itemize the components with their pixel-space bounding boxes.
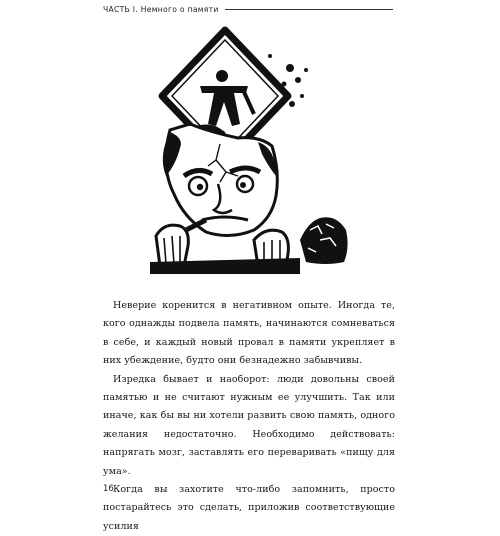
stressed-man-with-road-work-sign-icon — [150, 26, 350, 276]
running-head-title: ЧАСТЬ I. Немного о памяти — [103, 4, 219, 14]
body-text — [103, 297, 395, 536]
paragraph: Неверие коренится в негативном опыте. Иногда те, кого однажды подвела память, начинаются сомневаться в себе, и каждый новый провал в памяти укрепляет в них убеждение, будто они безнадежно забывчивы. — [103, 300, 395, 367]
rock-pile — [300, 217, 348, 264]
page-number: 16 — [103, 484, 114, 494]
paragraph: Когда вы захотите что-либо запомнить, просто постарайтесь это сделать, приложив соответствующие усилия — [103, 484, 395, 532]
running-head-rule — [225, 9, 393, 10]
man-head — [163, 124, 278, 238]
running-head — [103, 2, 393, 16]
paragraph: Изредка бывает и наоборот: люди довольны своей памятью и не считают нужным ее улучшить. Так или иначе, как бы вы ни хотели развить свою память, одного желания недостаточно. Необходимо действовать: напрягать мозг, заставлять его переваривать «пищу для ума». — [103, 373, 395, 477]
